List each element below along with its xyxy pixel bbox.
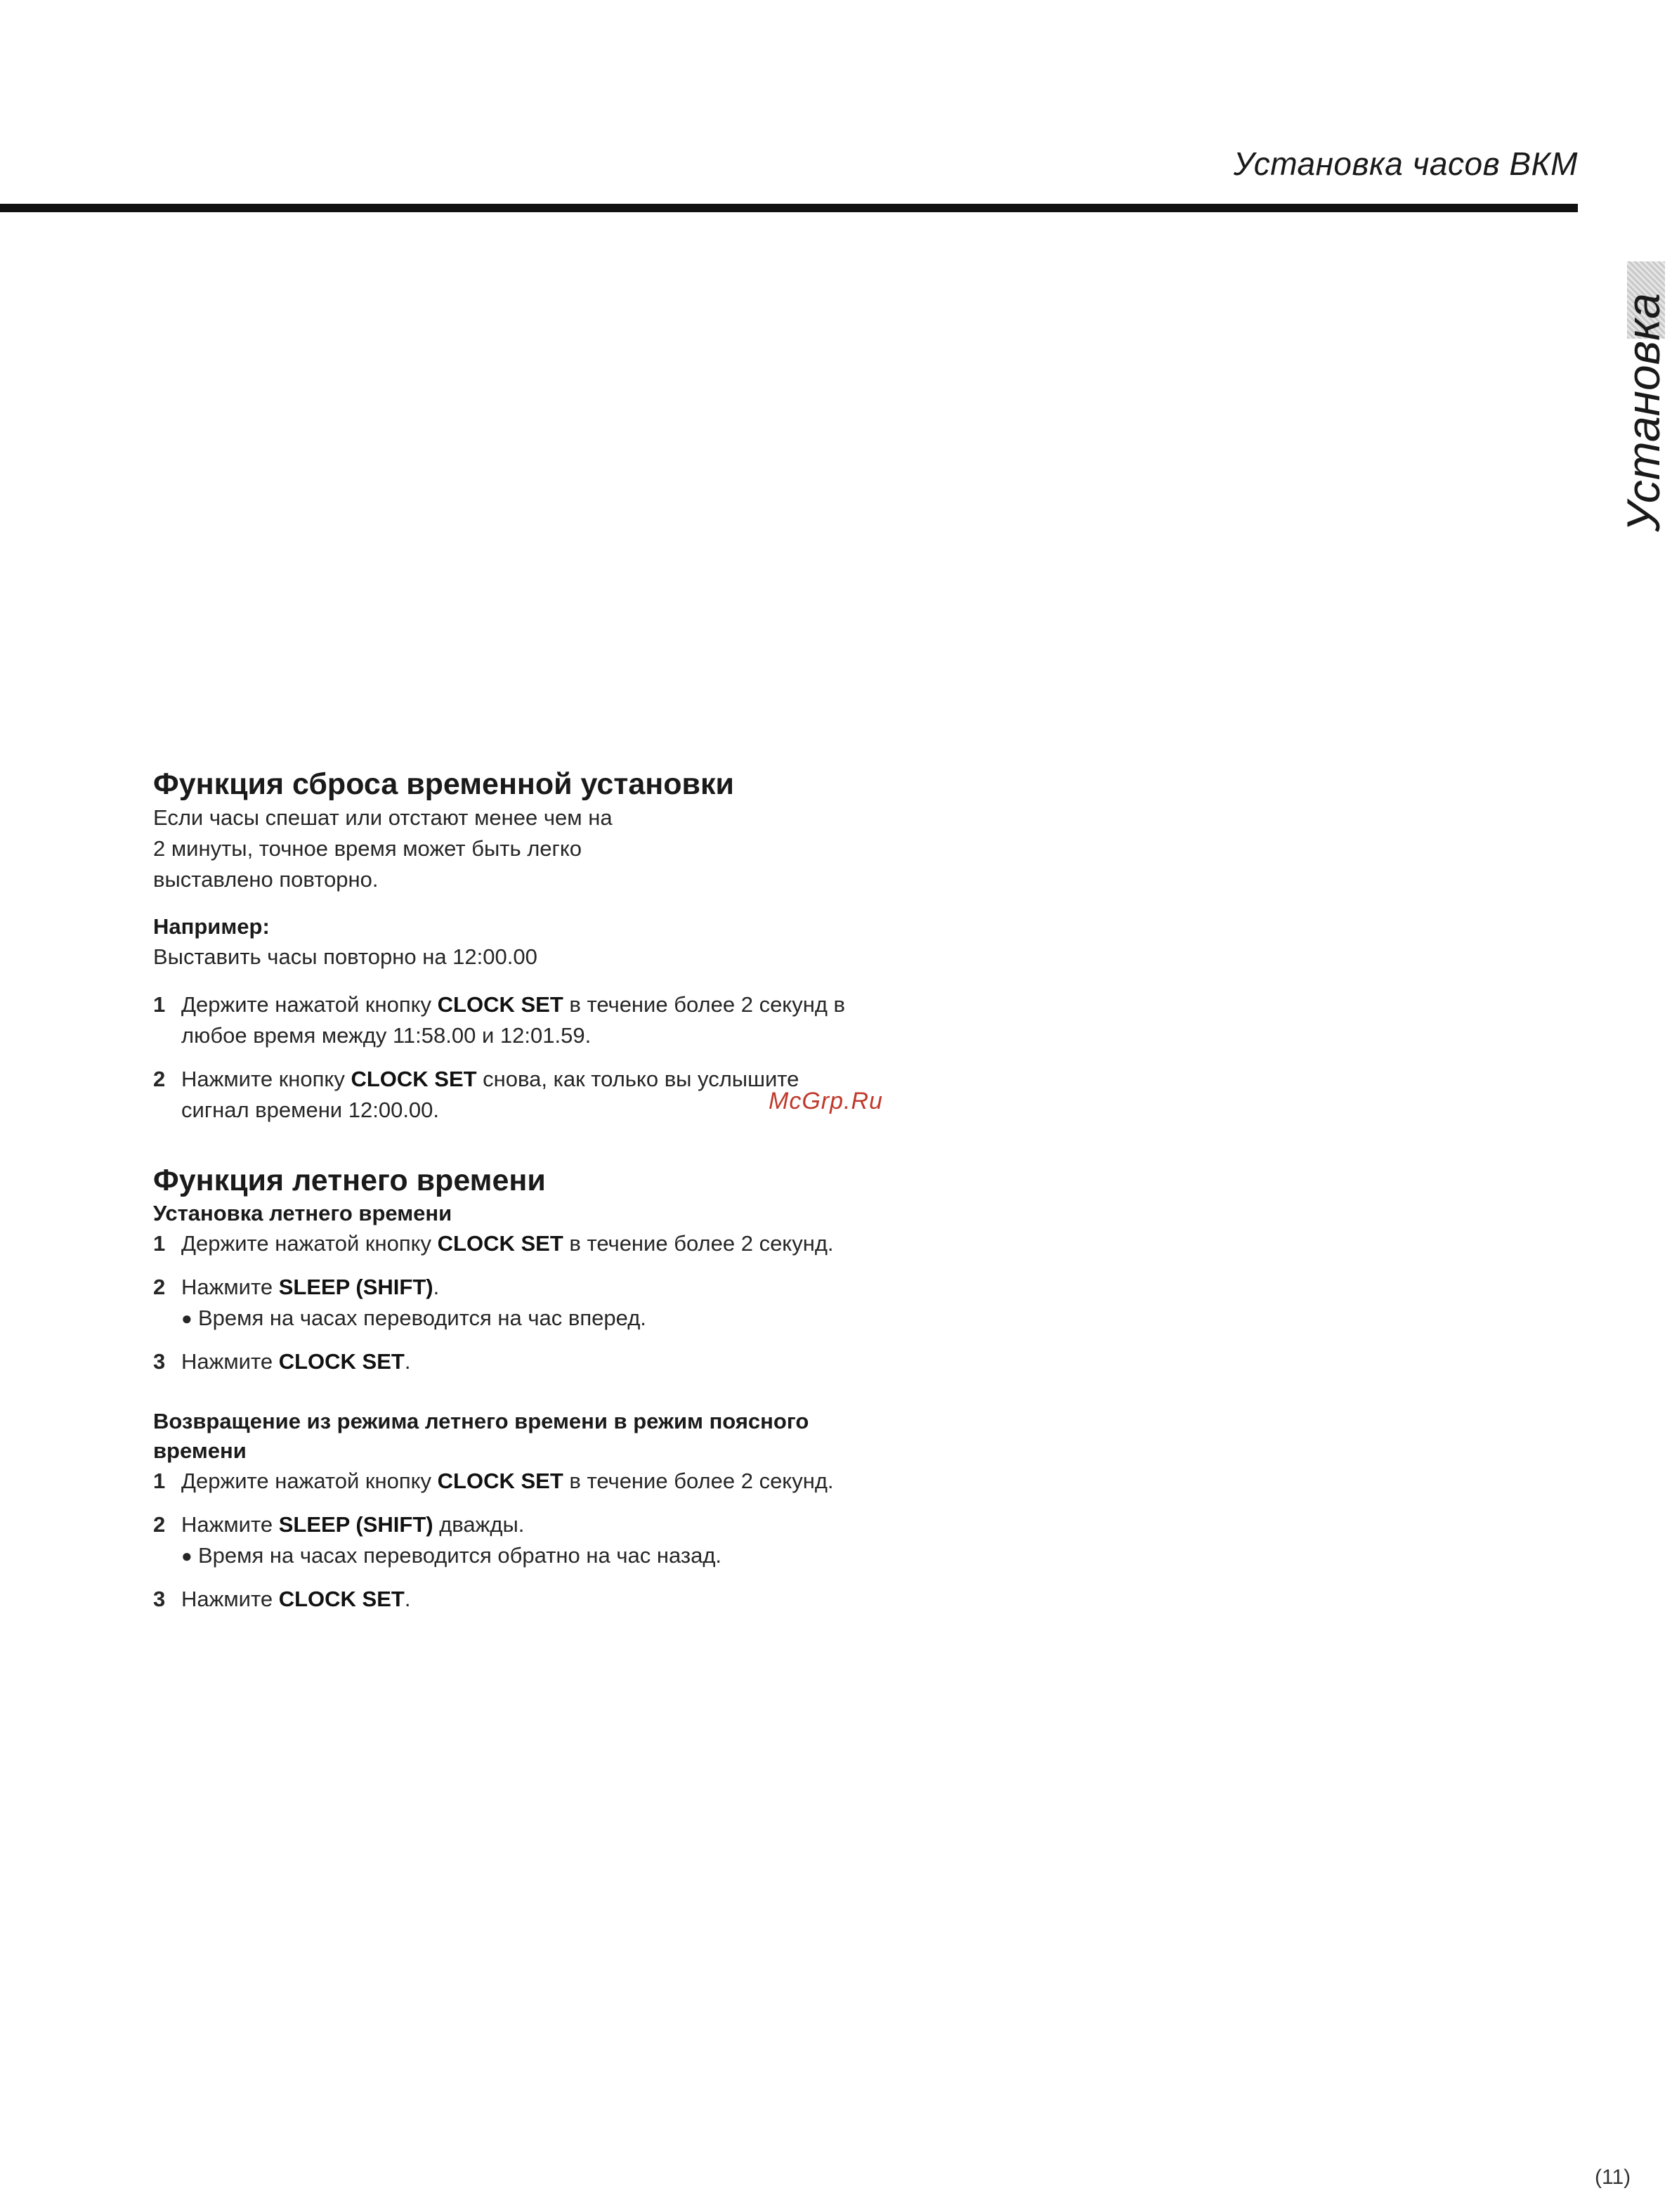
button-name: CLOCK SET [437,1469,563,1493]
list-item [153,1272,856,1334]
step-number: 1 [153,992,166,1017]
step-text: . [433,1275,440,1299]
step-text: . [404,1587,411,1611]
list-item [153,1466,856,1497]
step-number: 2 [153,1275,166,1299]
button-name: CLOCK SET [437,992,563,1017]
reset-intro-line-2: 2 минуты, точное время может быть легко [153,836,582,861]
side-tab-label: Установка [1617,292,1669,533]
step-text: в течение более 2 секунд. [563,1231,834,1256]
step-number: 2 [153,1067,166,1091]
summer-set-steps-list [153,1228,856,1377]
note-text: Время на часах переводится на час вперед. [198,1306,646,1330]
list-item [153,1584,856,1615]
header-divider [0,204,1578,212]
bullet-icon: ● [181,1545,192,1566]
step-text: Нажмите кнопку [181,1067,351,1091]
step-number: 3 [153,1349,166,1374]
step-number: 1 [153,1231,166,1256]
reset-intro-line-3: выставлено повторно. [153,867,379,892]
main-content [153,766,856,1627]
side-section-tab [1617,261,1669,564]
step-text: в течение более 2 секунд в любое время между 11:58.00 и 12:01.59. [181,992,846,1048]
step-text: Нажмите [181,1349,279,1374]
watermark-text: McGrp.Ru [769,1088,883,1114]
step-text: Нажмите [181,1587,279,1611]
example-text: Выставить часы повторно на 12:00.00 [153,944,537,969]
summer-return-steps-list [153,1466,856,1615]
step-note [181,1303,856,1334]
step-note [181,1540,856,1571]
step-text: снова, как только вы услышите сигнал времени 12:00.00. [181,1067,799,1122]
step-text: Нажмите [181,1275,279,1299]
reset-section-title: Функция сброса временной установки [153,767,734,801]
step-text: . [404,1349,411,1374]
example-heading: Например: [153,914,270,939]
button-name: CLOCK SET [278,1349,405,1374]
step-number: 2 [153,1512,166,1537]
page-header-title: Установка часов ВКМ [1233,145,1578,182]
list-item [153,1064,856,1126]
reset-steps-list [153,989,856,1126]
step-number: 1 [153,1469,166,1493]
note-text: Время на часах переводится обратно на час назад. [198,1543,722,1568]
step-text: Держите нажатой кнопку [181,1231,438,1256]
button-name: SLEEP (SHIFT) [278,1275,433,1299]
summer-return-heading: Возвращение из режима летнего времени в режим поясного времени [153,1409,809,1463]
step-text: дважды. [433,1512,525,1537]
summer-set-heading: Установка летнего времени [153,1201,452,1225]
bullet-icon: ● [181,1308,192,1329]
step-text: Держите нажатой кнопку [181,992,438,1017]
button-name: CLOCK SET [437,1231,563,1256]
step-number: 3 [153,1587,166,1611]
step-text: в течение более 2 секунд. [563,1469,834,1493]
list-item [153,1228,856,1259]
button-name: CLOCK SET [278,1587,405,1611]
button-name: CLOCK SET [351,1067,477,1091]
list-item [153,1346,856,1377]
summer-section-title: Функция летнего времени [153,1164,546,1197]
reset-intro-line-1: Если часы спешат или отстают менее чем на [153,805,613,830]
list-item [153,1509,856,1571]
button-name: SLEEP (SHIFT) [278,1512,433,1537]
step-text: Нажмите [181,1512,279,1537]
page-number: (11) [1595,2166,1631,2189]
step-text: Держите нажатой кнопку [181,1469,438,1493]
list-item [153,989,856,1051]
